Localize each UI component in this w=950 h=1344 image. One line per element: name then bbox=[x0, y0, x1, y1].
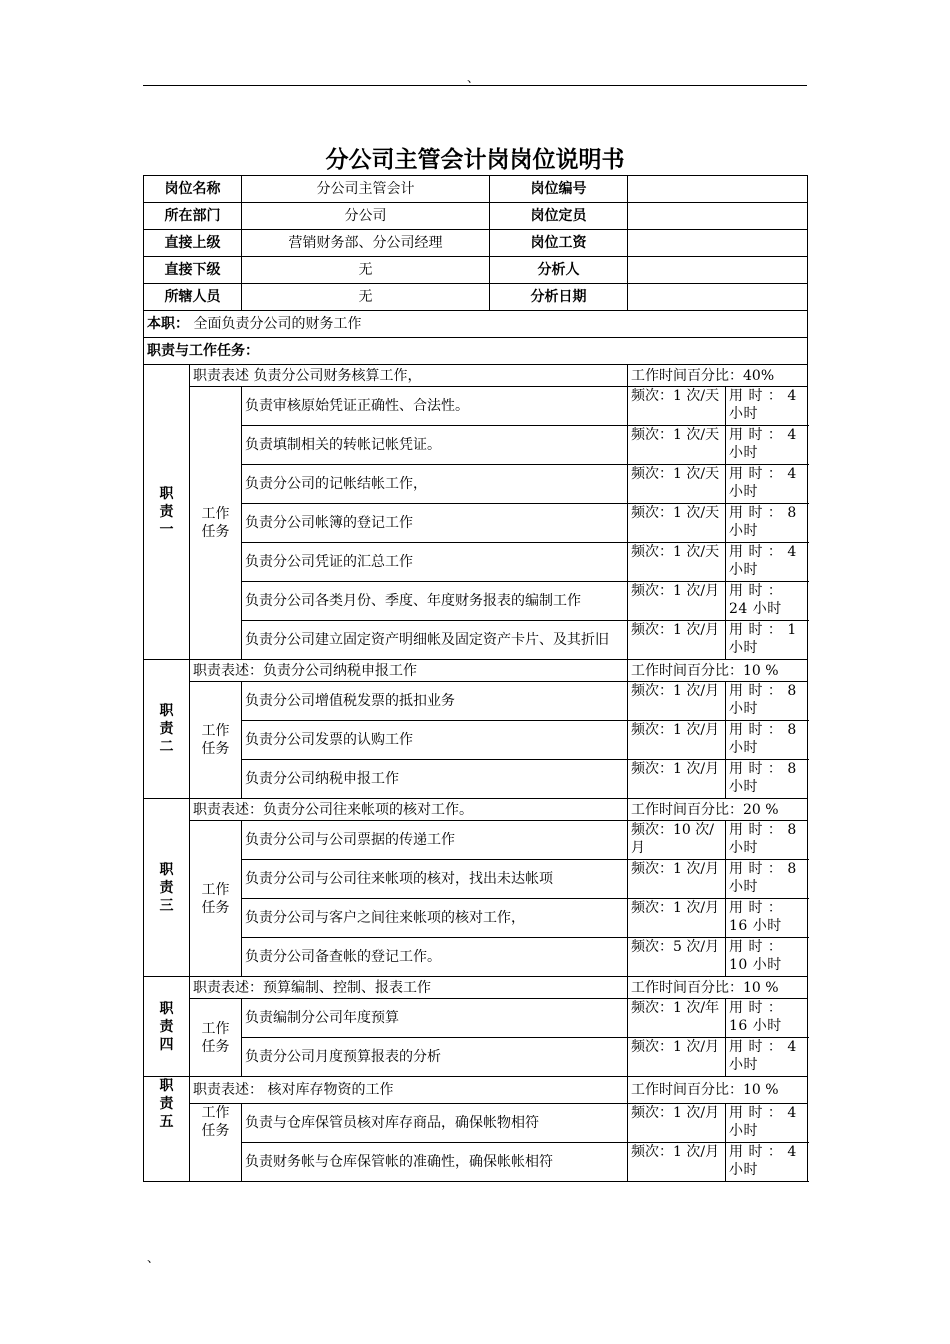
info-label: 岗位编号 bbox=[490, 176, 628, 203]
task-hours: 用 时 ： 10 小时 bbox=[726, 938, 808, 977]
task-frequency: 频次：1 次/天 bbox=[628, 426, 726, 465]
job-description-table bbox=[143, 175, 808, 1182]
duty-label bbox=[144, 660, 190, 799]
info-label: 直接上级 bbox=[144, 230, 242, 257]
info-value: 分公司 bbox=[242, 203, 490, 230]
task-text: 负责分公司月度预算报表的分析 bbox=[242, 1038, 628, 1077]
info-value bbox=[628, 230, 808, 257]
duty-statement-row bbox=[144, 1077, 808, 1104]
task-text: 负责分公司纳税申报工作 bbox=[242, 760, 628, 799]
task-text: 负责分公司与公司往来帐项的核对，找出未达帐项 bbox=[242, 860, 628, 899]
duty-label-char: 五 bbox=[159, 1114, 174, 1130]
info-row bbox=[144, 284, 808, 311]
duty-time-percent: 工作时间百分比：10 % bbox=[628, 1077, 808, 1104]
task-row bbox=[144, 760, 808, 799]
task-frequency: 频次：1 次/天 bbox=[628, 543, 726, 582]
main-duty-label: 本职： bbox=[147, 316, 189, 332]
task-label-line: 任务 bbox=[201, 1123, 230, 1139]
duty-label-char: 职 bbox=[159, 1078, 174, 1094]
task-hours: 用 时 ： 16 小时 bbox=[726, 999, 808, 1038]
task-label-line: 工作 bbox=[201, 881, 230, 898]
main-duty-row bbox=[144, 311, 808, 338]
info-label: 分析日期 bbox=[490, 284, 628, 311]
duty-time-percent: 工作时间百分比：40% bbox=[628, 365, 808, 387]
duty-label-char: 职 bbox=[159, 861, 174, 878]
duty-label-char: 职 bbox=[159, 1000, 174, 1017]
duty-time-percent: 工作时间百分比：10 % bbox=[628, 977, 808, 999]
duty-label-char: 责 bbox=[159, 1018, 174, 1035]
task-frequency: 频次：1 次/月 bbox=[628, 721, 726, 760]
info-value: 分公司主管会计 bbox=[242, 176, 490, 203]
duty-label-char: 责 bbox=[159, 721, 174, 737]
header-rule bbox=[143, 85, 807, 86]
task-hours: 用 时 ： 4 小时 bbox=[726, 426, 808, 465]
task-row bbox=[144, 682, 808, 721]
task-hours: 用 时 ： 8 小时 bbox=[726, 504, 808, 543]
duty-time-percent: 工作时间百分比：20 % bbox=[628, 799, 808, 821]
info-label: 分析人 bbox=[490, 257, 628, 284]
task-hours: 用 时 ： 1 小时 bbox=[726, 621, 808, 660]
duty-statement-row bbox=[144, 660, 808, 682]
task-text: 负责分公司发票的认购工作 bbox=[242, 721, 628, 760]
task-text: 负责编制分公司年度预算 bbox=[242, 999, 628, 1038]
task-row bbox=[144, 582, 808, 621]
task-hours: 用 时 ： 8 小时 bbox=[726, 860, 808, 899]
task-text: 负责分公司帐簿的登记工作 bbox=[242, 504, 628, 543]
header-mark: 、 bbox=[467, 71, 480, 85]
task-frequency: 频次：1 次/天 bbox=[628, 465, 726, 504]
task-frequency: 频次：5 次/月 bbox=[628, 938, 726, 977]
task-label bbox=[190, 682, 242, 799]
info-label: 所辖人员 bbox=[144, 284, 242, 311]
task-text: 负责分公司备查帐的登记工作。 bbox=[242, 938, 628, 977]
duty-statement: 职责表述：负责分公司纳税申报工作 bbox=[190, 660, 628, 682]
main-duty-cell bbox=[144, 311, 808, 338]
task-hours: 用 时 ： 8 小时 bbox=[726, 682, 808, 721]
task-frequency: 频次：1 次/年 bbox=[628, 999, 726, 1038]
info-value bbox=[628, 257, 808, 284]
task-row bbox=[144, 465, 808, 504]
info-value: 营销财务部、分公司经理 bbox=[242, 230, 490, 257]
task-text: 负责分公司建立固定资产明细帐及固定资产卡片、及其折旧 bbox=[242, 621, 628, 660]
duty-label-char: 一 bbox=[159, 522, 174, 538]
duty-label-char: 责 bbox=[159, 504, 174, 520]
info-value: 无 bbox=[242, 257, 490, 284]
task-frequency: 频次：1 次/月 bbox=[628, 860, 726, 899]
info-value bbox=[628, 203, 808, 230]
duty-label-char: 三 bbox=[159, 897, 174, 914]
task-hours: 用 时 ： 4 小时 bbox=[726, 1104, 808, 1143]
task-hours: 用 时 ： 24 小时 bbox=[726, 582, 808, 621]
task-row bbox=[144, 721, 808, 760]
info-label: 所在部门 bbox=[144, 203, 242, 230]
task-row bbox=[144, 999, 808, 1038]
task-label bbox=[190, 999, 242, 1077]
task-frequency: 频次：1 次/月 bbox=[628, 1104, 726, 1143]
task-text: 负责分公司增值税发票的抵扣业务 bbox=[242, 682, 628, 721]
info-row bbox=[144, 230, 808, 257]
task-row bbox=[144, 821, 808, 860]
main-duty-text: 全面负责分公司的财务工作 bbox=[193, 316, 362, 332]
task-frequency: 频次：1 次/月 bbox=[628, 582, 726, 621]
duty-label bbox=[144, 799, 190, 977]
task-text: 负责分公司凭证的汇总工作 bbox=[242, 543, 628, 582]
task-frequency: 频次：1 次/月 bbox=[628, 1038, 726, 1077]
duty-label bbox=[144, 365, 190, 660]
info-value: 无 bbox=[242, 284, 490, 311]
info-row bbox=[144, 257, 808, 284]
task-row bbox=[144, 621, 808, 660]
duty-statement: 职责表述：负责分公司往来帐项的核对工作。 bbox=[190, 799, 628, 821]
duty-label-char: 四 bbox=[159, 1036, 174, 1053]
task-row bbox=[144, 1038, 808, 1077]
task-label-line: 工作 bbox=[201, 506, 230, 522]
task-label bbox=[190, 387, 242, 660]
duty-statement: 职责表述：预算编制、控制、报表工作 bbox=[190, 977, 628, 999]
task-hours: 用 时 ： 8 小时 bbox=[726, 760, 808, 799]
task-row bbox=[144, 1143, 808, 1182]
duty-label-char: 职 bbox=[159, 703, 174, 719]
duty-label-char: 责 bbox=[159, 879, 174, 896]
footer-mark: 、 bbox=[147, 1251, 160, 1265]
task-row bbox=[144, 899, 808, 938]
task-row bbox=[144, 938, 808, 977]
duty-label bbox=[144, 1077, 190, 1182]
task-frequency: 频次：1 次/天 bbox=[628, 387, 726, 426]
duties-header-row bbox=[144, 338, 808, 365]
task-text: 负责填制相关的转帐记帐凭证。 bbox=[242, 426, 628, 465]
duty-statement-row bbox=[144, 365, 808, 387]
info-label: 岗位定员 bbox=[490, 203, 628, 230]
info-row bbox=[144, 176, 808, 203]
duty-label-char: 责 bbox=[159, 1096, 174, 1112]
task-frequency: 频次：1 次/月 bbox=[628, 682, 726, 721]
task-text: 负责分公司各类月份、季度、年度财务报表的编制工作 bbox=[242, 582, 628, 621]
task-frequency: 频次：1 次/月 bbox=[628, 1143, 726, 1182]
task-label-line: 任务 bbox=[201, 899, 230, 916]
duties-header: 职责与工作任务： bbox=[144, 338, 808, 365]
task-hours: 用 时 ： 4 小时 bbox=[726, 387, 808, 426]
task-text: 负责分公司与公司票据的传递工作 bbox=[242, 821, 628, 860]
task-text: 负责分公司与客户之间往来帐项的核对工作， bbox=[242, 899, 628, 938]
duty-label-char: 职 bbox=[159, 486, 174, 502]
task-hours: 用 时 ： 4 小时 bbox=[726, 465, 808, 504]
task-text: 负责财务帐与仓库保管帐的准确性，确保帐帐相符 bbox=[242, 1143, 628, 1182]
task-text: 负责审核原始凭证正确性、合法性。 bbox=[242, 387, 628, 426]
duty-statement: 职责表述： 核对库存物资的工作 bbox=[190, 1077, 628, 1104]
task-row bbox=[144, 543, 808, 582]
info-label: 直接下级 bbox=[144, 257, 242, 284]
task-label-line: 工作 bbox=[201, 723, 230, 739]
task-hours: 用 时 ： 16 小时 bbox=[726, 899, 808, 938]
task-row bbox=[144, 1104, 808, 1143]
info-label: 岗位名称 bbox=[144, 176, 242, 203]
task-row bbox=[144, 860, 808, 899]
task-hours: 用 时 ： 4 小时 bbox=[726, 1038, 808, 1077]
duty-statement: 职责表述 负责分公司财务核算工作， bbox=[190, 365, 628, 387]
task-frequency: 频次：1 次/月 bbox=[628, 899, 726, 938]
task-label-line: 任务 bbox=[201, 1038, 230, 1055]
task-row bbox=[144, 387, 808, 426]
task-row bbox=[144, 504, 808, 543]
task-label-line: 任务 bbox=[201, 741, 230, 757]
task-hours: 用 时 ： 4 小时 bbox=[726, 1143, 808, 1182]
task-frequency: 频次：1 次/月 bbox=[628, 760, 726, 799]
task-label-line: 工作 bbox=[201, 1020, 230, 1037]
task-label-line: 任务 bbox=[201, 524, 230, 540]
task-row bbox=[144, 426, 808, 465]
task-hours: 用 时 ： 8 小时 bbox=[726, 721, 808, 760]
task-label bbox=[190, 1104, 242, 1182]
task-hours: 用 时 ： 8 小时 bbox=[726, 821, 808, 860]
info-value bbox=[628, 176, 808, 203]
duty-label bbox=[144, 977, 190, 1077]
task-hours: 用 时 ： 4 小时 bbox=[726, 543, 808, 582]
document-title: 分公司主管会计岗岗位说明书 bbox=[325, 147, 625, 173]
duty-label-char: 二 bbox=[159, 739, 174, 755]
task-label-line: 工作 bbox=[201, 1105, 230, 1121]
task-label bbox=[190, 821, 242, 977]
info-row bbox=[144, 203, 808, 230]
task-frequency: 频次：10 次/月 bbox=[628, 821, 726, 860]
info-value bbox=[628, 284, 808, 311]
duty-time-percent: 工作时间百分比：10 % bbox=[628, 660, 808, 682]
duty-statement-row bbox=[144, 977, 808, 999]
info-label: 岗位工资 bbox=[490, 230, 628, 257]
task-frequency: 频次：1 次/月 bbox=[628, 621, 726, 660]
duty-statement-row bbox=[144, 799, 808, 821]
task-text: 负责与仓库保管员核对库存商品，确保帐物相符 bbox=[242, 1104, 628, 1143]
task-frequency: 频次：1 次/天 bbox=[628, 504, 726, 543]
task-text: 负责分公司的记帐结帐工作， bbox=[242, 465, 628, 504]
